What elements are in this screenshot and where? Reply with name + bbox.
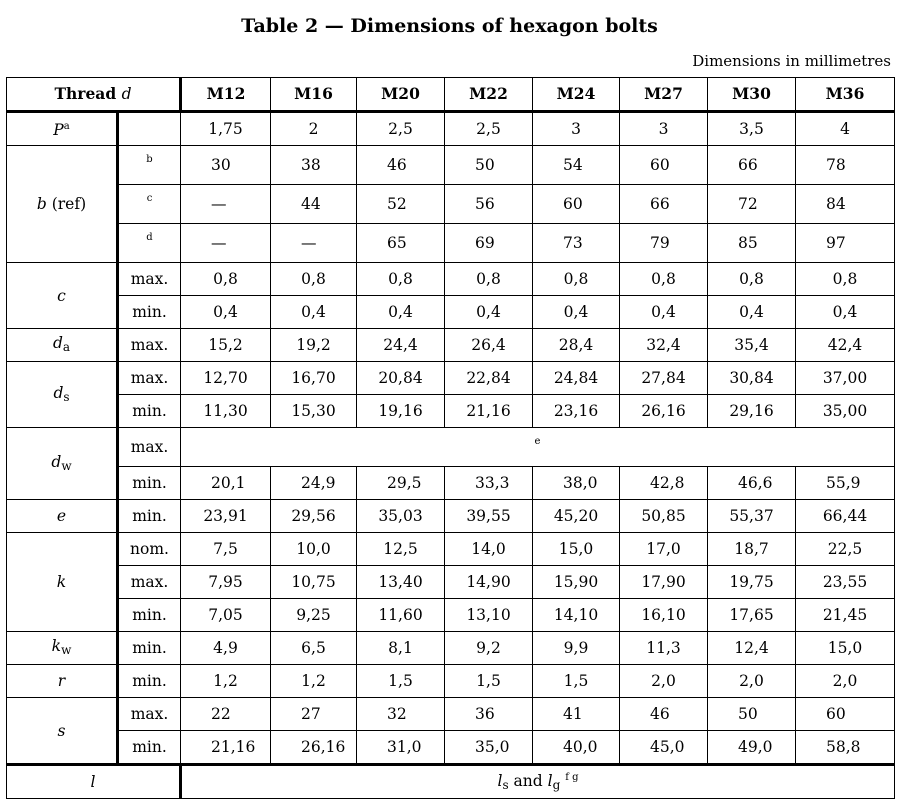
table-cell: 23,55 xyxy=(796,566,895,599)
table-cell: 37,00 xyxy=(796,362,895,395)
table-cell: 20,1 xyxy=(181,467,271,500)
subscript: w xyxy=(61,458,72,473)
table-cell: 17,0 xyxy=(620,533,708,566)
table-cell: 3 xyxy=(533,112,620,146)
table-cell: 15,0 xyxy=(796,632,895,665)
limit-label: nom. xyxy=(118,533,181,566)
table-row xyxy=(7,146,895,185)
table-cell: 26,16 xyxy=(620,395,708,428)
table-cell: 12,4 xyxy=(708,632,796,665)
table-row xyxy=(7,698,895,731)
footnote-ref: b xyxy=(118,146,181,185)
conjunction: and xyxy=(513,772,543,791)
subscript: a xyxy=(62,340,71,354)
table-row xyxy=(7,533,895,566)
table-cell: 14,10 xyxy=(533,599,620,632)
footnote-ref: c xyxy=(118,185,181,224)
table-cell: 0,4 xyxy=(796,296,895,329)
table-cell: 7,95 xyxy=(181,566,271,599)
table-row xyxy=(7,112,895,146)
table-cell: 45,0 xyxy=(620,731,708,765)
limit-label: min. xyxy=(118,731,181,765)
table-row xyxy=(7,765,895,799)
row-label-b-ref xyxy=(7,146,118,263)
row-label-P xyxy=(7,112,118,146)
table-cell: 3 xyxy=(620,112,708,146)
table-cell: 35,00 xyxy=(796,395,895,428)
row-label-e: e xyxy=(7,500,118,533)
table-cell: 72 xyxy=(708,185,796,224)
table-cell: 32,4 xyxy=(620,329,708,362)
table-cell: 27,84 xyxy=(620,362,708,395)
table-cell: 60 xyxy=(796,698,895,731)
table-cell: 79 xyxy=(620,224,708,263)
table-cell: 38 xyxy=(271,146,357,185)
table-cell: 20,84 xyxy=(357,362,445,395)
table-cell: 0,4 xyxy=(708,296,796,329)
table-cell: 55,9 xyxy=(796,467,895,500)
row-label-s: s xyxy=(7,698,118,765)
table-row xyxy=(7,395,895,428)
limit-label: max. xyxy=(118,362,181,395)
table-cell: 66,44 xyxy=(796,500,895,533)
table-cell: 7,05 xyxy=(181,599,271,632)
table-cell: 1,5 xyxy=(357,665,445,698)
table-cell: 2,5 xyxy=(357,112,445,146)
table-cell: 35,0 xyxy=(445,731,533,765)
table-cell: 55,37 xyxy=(708,500,796,533)
limit-label: min. xyxy=(118,599,181,632)
symbol: k xyxy=(51,637,62,655)
symbol-suffix: (ref) xyxy=(51,195,87,213)
table-cell: 4 xyxy=(796,112,895,146)
table-cell: 29,5 xyxy=(357,467,445,500)
table-cell: 44 xyxy=(271,185,357,224)
table-cell: 50,85 xyxy=(620,500,708,533)
subscript: s xyxy=(63,389,70,404)
table-cell: 1,2 xyxy=(271,665,357,698)
table-cell: 21,16 xyxy=(181,731,271,765)
table-cell: 0,4 xyxy=(181,296,271,329)
table-cell: 23,16 xyxy=(533,395,620,428)
size-header: M12 xyxy=(181,78,271,112)
table-cell: 97 xyxy=(796,224,895,263)
thread-label: Thread xyxy=(54,84,117,103)
symbol: P xyxy=(53,121,64,140)
table-cell: 33,3 xyxy=(445,467,533,500)
table-cell: 73 xyxy=(533,224,620,263)
table-cell: 24,84 xyxy=(533,362,620,395)
symbol: d xyxy=(53,383,64,402)
table-cell: 42,8 xyxy=(620,467,708,500)
subscript: s xyxy=(502,778,509,793)
table-cell: 52 xyxy=(357,185,445,224)
table-cell: 11,3 xyxy=(620,632,708,665)
table-cell: 15,90 xyxy=(533,566,620,599)
table-cell: 26,4 xyxy=(445,329,533,362)
table-cell: 0,8 xyxy=(445,263,533,296)
table-cell: 21,45 xyxy=(796,599,895,632)
size-header: M30 xyxy=(708,78,796,112)
table-cell: 0,4 xyxy=(620,296,708,329)
symbol: d xyxy=(52,334,63,352)
table-cell: 0,8 xyxy=(708,263,796,296)
table-cell: 2,0 xyxy=(620,665,708,698)
table-cell: 27 xyxy=(271,698,357,731)
table-row xyxy=(7,224,895,263)
table-cell: 36 xyxy=(445,698,533,731)
size-header: M22 xyxy=(445,78,533,112)
length-note-cell xyxy=(181,765,895,799)
table-row xyxy=(7,632,895,665)
table-row xyxy=(7,731,895,765)
table-cell: 18,7 xyxy=(708,533,796,566)
table-row xyxy=(7,362,895,395)
limit-label: min. xyxy=(118,665,181,698)
size-header: M36 xyxy=(796,78,895,112)
table-row xyxy=(7,296,895,329)
table-cell: 16,10 xyxy=(620,599,708,632)
symbol: l xyxy=(547,772,553,791)
table-cell: 69 xyxy=(445,224,533,263)
table-cell: 0,4 xyxy=(357,296,445,329)
table-cell: 1,75 xyxy=(181,112,271,146)
table-cell: 24,9 xyxy=(271,467,357,500)
table-cell: 60 xyxy=(620,146,708,185)
limit-label: max. xyxy=(118,329,181,362)
table-cell: 23,91 xyxy=(181,500,271,533)
footnote-ref: f g xyxy=(565,772,579,784)
table-cell: 19,2 xyxy=(271,329,357,362)
row-label-c: c xyxy=(7,263,118,329)
table-cell: 22,5 xyxy=(796,533,895,566)
table-cell: 12,70 xyxy=(181,362,271,395)
table-cell: 85 xyxy=(708,224,796,263)
table-cell: 58,8 xyxy=(796,731,895,765)
table-cell: 65 xyxy=(357,224,445,263)
table-cell: 28,4 xyxy=(533,329,620,362)
table-cell: 60 xyxy=(533,185,620,224)
table-cell: 46 xyxy=(357,146,445,185)
hexagon-bolt-dimensions-table xyxy=(6,77,895,799)
table-cell: 0,8 xyxy=(181,263,271,296)
table-cell: 11,60 xyxy=(357,599,445,632)
size-header: M20 xyxy=(357,78,445,112)
table-cell: 49,0 xyxy=(708,731,796,765)
limit-label: max. xyxy=(118,263,181,296)
table-cell: 9,25 xyxy=(271,599,357,632)
table-cell: 29,56 xyxy=(271,500,357,533)
table-cell: 50 xyxy=(445,146,533,185)
table-cell: 78 xyxy=(796,146,895,185)
thread-variable: d xyxy=(121,85,132,103)
table-cell: 15,2 xyxy=(181,329,271,362)
subscript: w xyxy=(61,643,72,657)
table-cell: 0,8 xyxy=(796,263,895,296)
empty-cell xyxy=(118,112,181,146)
table-row xyxy=(7,428,895,467)
table-cell: 0,8 xyxy=(357,263,445,296)
table-cell: — xyxy=(181,224,271,263)
table-cell: 30 xyxy=(181,146,271,185)
table-cell: 2,0 xyxy=(796,665,895,698)
table-cell: 10,0 xyxy=(271,533,357,566)
table-cell: 9,2 xyxy=(445,632,533,665)
table-cell: 21,16 xyxy=(445,395,533,428)
table-cell: 41 xyxy=(533,698,620,731)
table-cell: 46,6 xyxy=(708,467,796,500)
table-row xyxy=(7,500,895,533)
table-cell: 19,75 xyxy=(708,566,796,599)
table-cell: 35,03 xyxy=(357,500,445,533)
table-cell: 46 xyxy=(620,698,708,731)
units-note: Dimensions in millimetres xyxy=(692,52,891,70)
table-row xyxy=(7,566,895,599)
table-cell: 9,9 xyxy=(533,632,620,665)
table-cell: 56 xyxy=(445,185,533,224)
table-row xyxy=(7,263,895,296)
table-cell: 29,16 xyxy=(708,395,796,428)
thread-header xyxy=(7,78,181,112)
table-cell: 13,40 xyxy=(357,566,445,599)
table-row xyxy=(7,467,895,500)
limit-label: min. xyxy=(118,395,181,428)
table-row xyxy=(7,185,895,224)
table-cell: 0,8 xyxy=(620,263,708,296)
table-cell: 54 xyxy=(533,146,620,185)
table-cell: 0,4 xyxy=(445,296,533,329)
header-row xyxy=(7,78,895,112)
limit-label: min. xyxy=(118,467,181,500)
row-label-dw xyxy=(7,428,118,500)
table-cell: 38,0 xyxy=(533,467,620,500)
table-cell: 40,0 xyxy=(533,731,620,765)
limit-label: min. xyxy=(118,296,181,329)
table-cell: 0,4 xyxy=(533,296,620,329)
table-cell: 12,5 xyxy=(357,533,445,566)
table-cell: 30,84 xyxy=(708,362,796,395)
table-cell: 42,4 xyxy=(796,329,895,362)
table-cell: 4,9 xyxy=(181,632,271,665)
table-cell: 7,5 xyxy=(181,533,271,566)
table-cell: 17,90 xyxy=(620,566,708,599)
subscript: g xyxy=(552,778,561,793)
table-cell: 66 xyxy=(620,185,708,224)
symbol: d xyxy=(51,452,62,471)
table-cell: 14,0 xyxy=(445,533,533,566)
footnote-ref: a xyxy=(63,121,70,133)
table-cell: 24,4 xyxy=(357,329,445,362)
table-cell: 39,55 xyxy=(445,500,533,533)
table-cell: 66 xyxy=(708,146,796,185)
table-cell: 1,5 xyxy=(445,665,533,698)
row-label-k: k xyxy=(7,533,118,632)
table-cell: 8,1 xyxy=(357,632,445,665)
row-label-kw xyxy=(7,632,118,665)
table-cell: 11,30 xyxy=(181,395,271,428)
table-cell: 13,10 xyxy=(445,599,533,632)
table-cell: 3,5 xyxy=(708,112,796,146)
limit-label: min. xyxy=(118,500,181,533)
table-cell: 2 xyxy=(271,112,357,146)
table-cell: 2,5 xyxy=(445,112,533,146)
table-cell: 0,4 xyxy=(271,296,357,329)
table-cell: 26,16 xyxy=(271,731,357,765)
table-row xyxy=(7,665,895,698)
limit-label: max. xyxy=(118,566,181,599)
symbol: l xyxy=(497,772,503,791)
table-cell: — xyxy=(271,224,357,263)
table-cell: 0,8 xyxy=(533,263,620,296)
row-label-l: l xyxy=(7,765,181,799)
limit-label: max. xyxy=(118,428,181,467)
footnote-ref: d xyxy=(118,224,181,263)
size-header: M27 xyxy=(620,78,708,112)
row-label-da xyxy=(7,329,118,362)
table-cell: 17,65 xyxy=(708,599,796,632)
table-cell: 6,5 xyxy=(271,632,357,665)
table-cell: 1,2 xyxy=(181,665,271,698)
table-cell: 22 xyxy=(181,698,271,731)
table-cell: 15,0 xyxy=(533,533,620,566)
limit-label: max. xyxy=(118,698,181,731)
table-cell: — xyxy=(181,185,271,224)
table-cell: 45,20 xyxy=(533,500,620,533)
table-title: Table 2 — Dimensions of hexagon bolts xyxy=(241,15,658,37)
size-header: M24 xyxy=(533,78,620,112)
table-cell: 15,30 xyxy=(271,395,357,428)
size-header: M16 xyxy=(271,78,357,112)
table-cell: 14,90 xyxy=(445,566,533,599)
footnote-ref: e xyxy=(181,428,895,467)
table-cell: 84 xyxy=(796,185,895,224)
table-cell: 16,70 xyxy=(271,362,357,395)
table-cell: 31,0 xyxy=(357,731,445,765)
symbol: b xyxy=(36,195,47,213)
row-label-r: r xyxy=(7,665,118,698)
table-cell: 22,84 xyxy=(445,362,533,395)
table-cell: 0,8 xyxy=(271,263,357,296)
table-cell: 50 xyxy=(708,698,796,731)
table-cell: 2,0 xyxy=(708,665,796,698)
table-row xyxy=(7,329,895,362)
table-row xyxy=(7,599,895,632)
table-cell: 19,16 xyxy=(357,395,445,428)
table-cell: 10,75 xyxy=(271,566,357,599)
table-cell: 35,4 xyxy=(708,329,796,362)
table-cell: 32 xyxy=(357,698,445,731)
row-label-ds xyxy=(7,362,118,428)
limit-label: min. xyxy=(118,632,181,665)
table-cell: 1,5 xyxy=(533,665,620,698)
